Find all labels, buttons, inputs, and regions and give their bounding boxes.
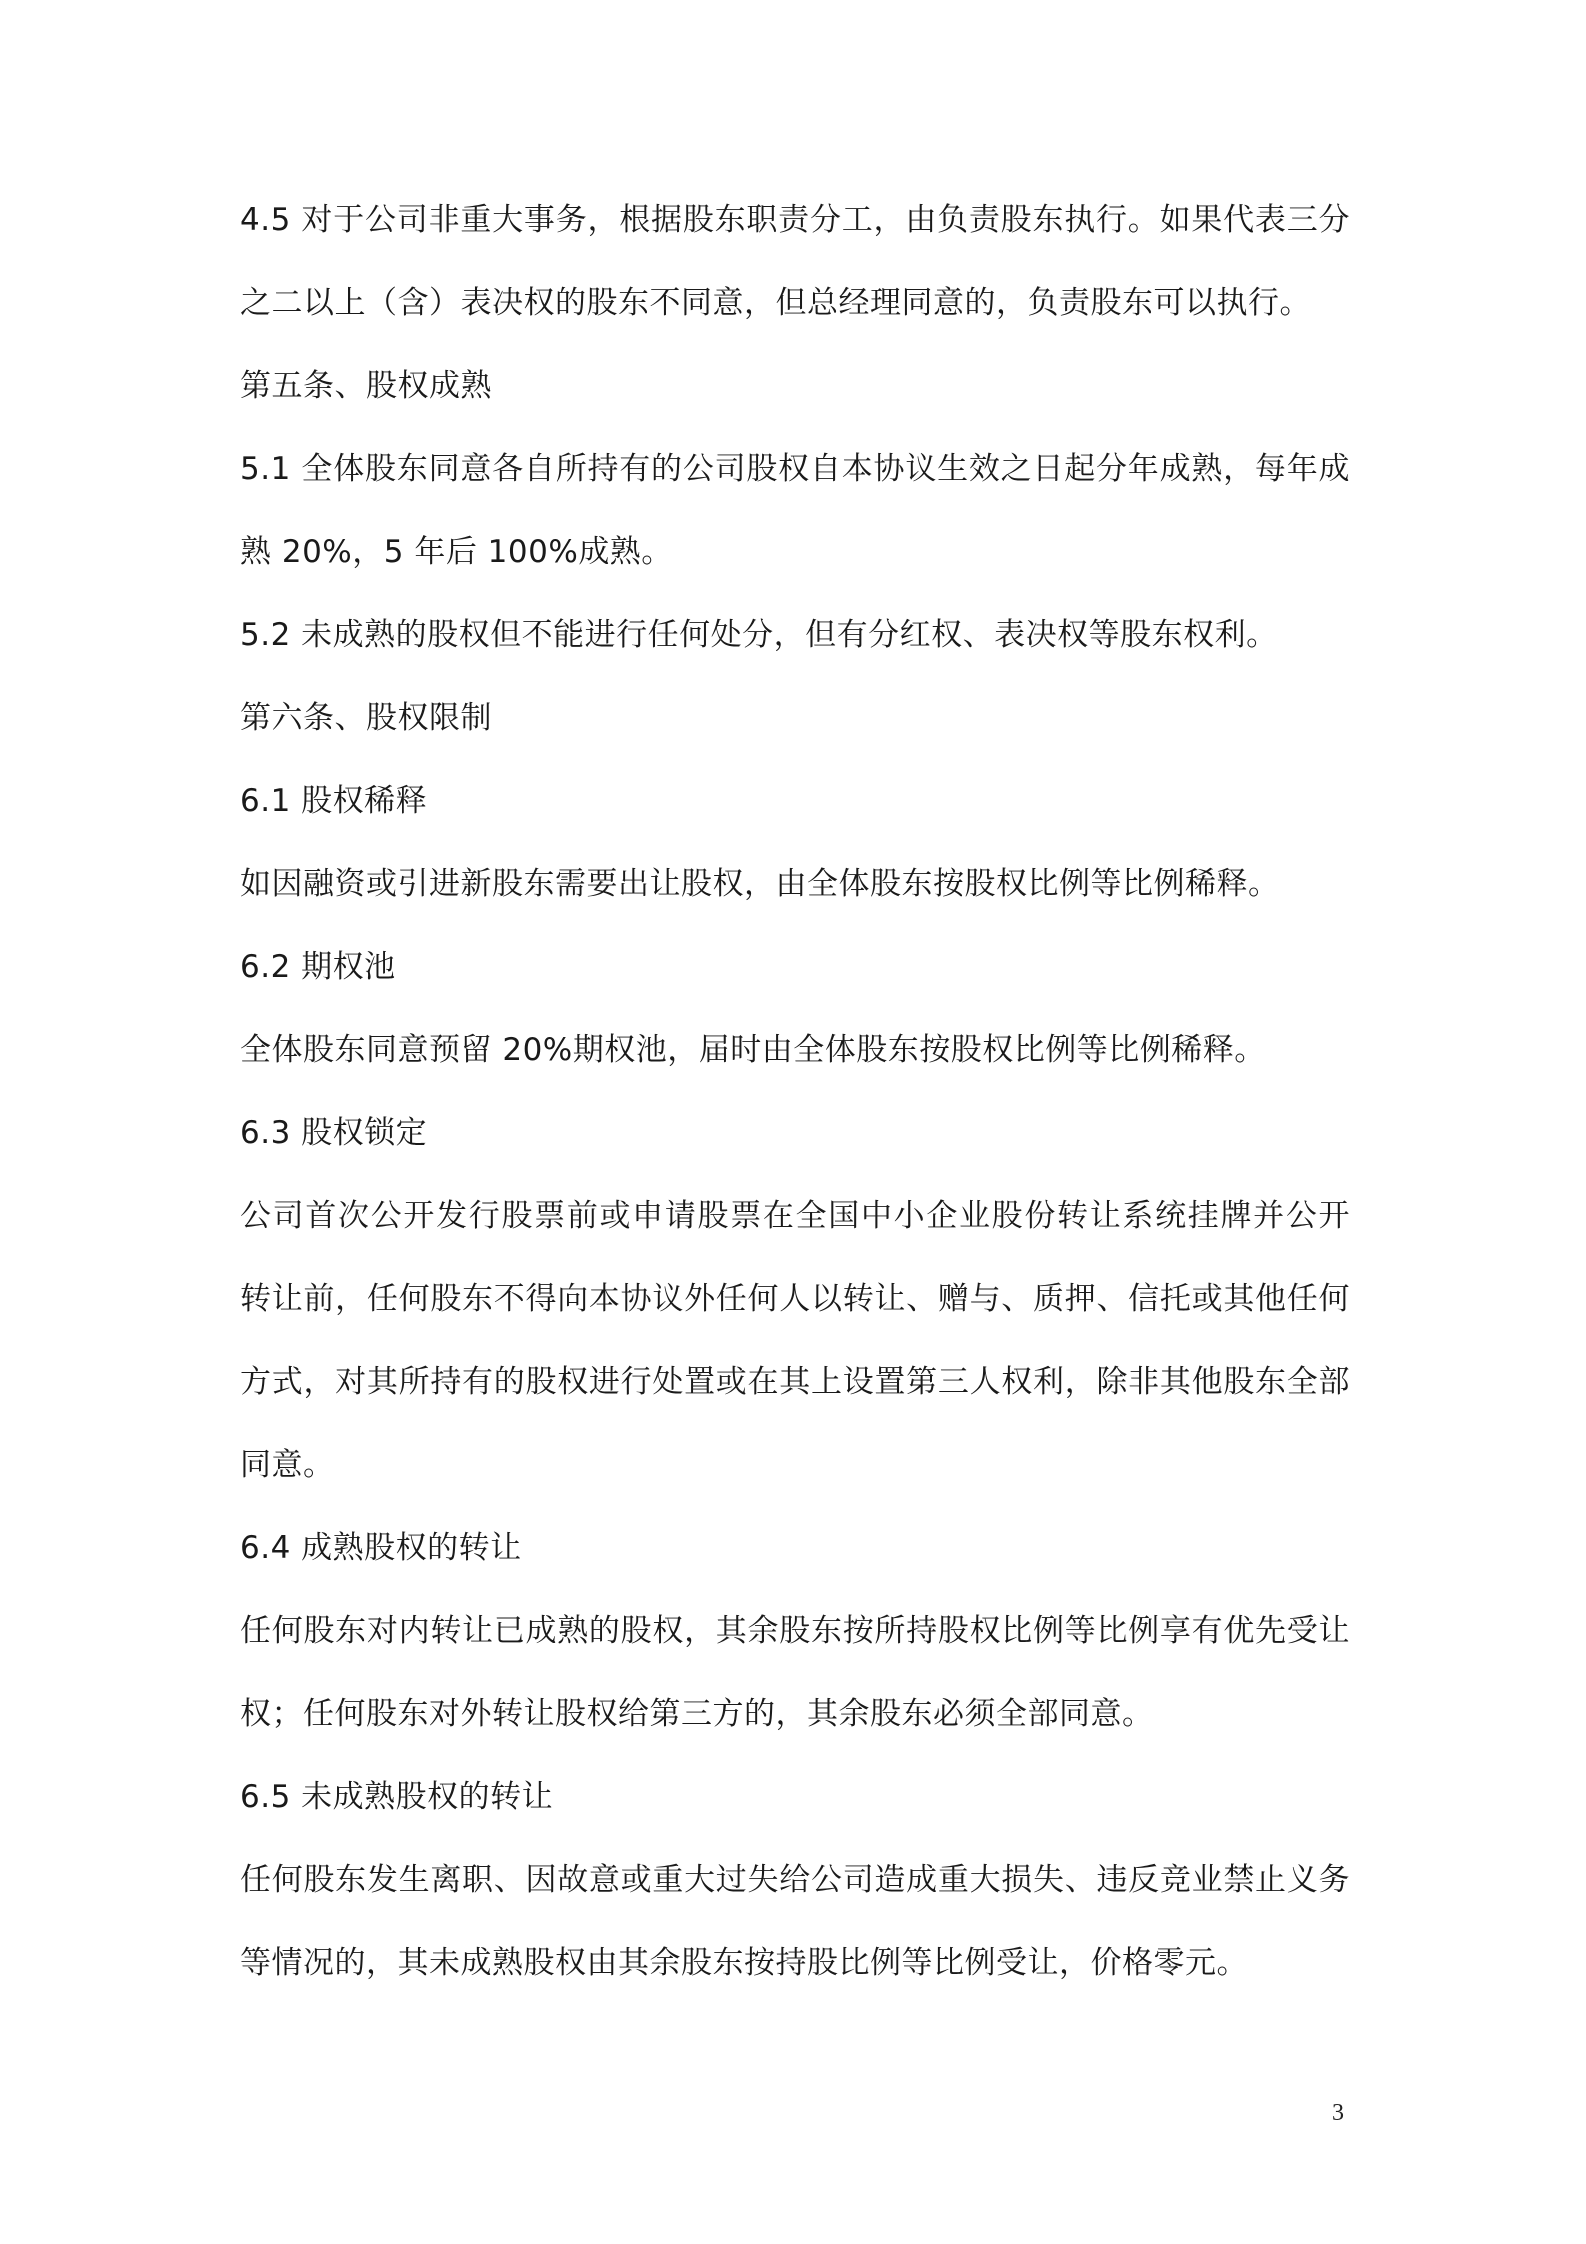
page-number: 3 (1332, 2100, 1344, 2126)
section-heading: 第五条、股权成熟 (240, 368, 492, 404)
paragraph-line: 之二以上（含）表决权的股东不同意，但总经理同意的，负责股东可以执行。 (240, 285, 1311, 321)
paragraph-line: 如因融资或引进新股东需要出让股权，由全体股东按股权比例等比例稀释。 (240, 866, 1280, 902)
paragraph-line: 任何股东对内转让已成熟的股权，其余股东按所持股权比例等比例享有优先受让 (240, 1613, 1350, 1649)
paragraph-line: 方式，对其所持有的股权进行处置或在其上设置第三人权利，除非其他股东全部 (240, 1364, 1350, 1400)
section-heading: 第六条、股权限制 (240, 700, 492, 736)
subsection-heading: 6.5 未成熟股权的转让 (240, 1779, 554, 1815)
paragraph-line: 同意。 (240, 1447, 335, 1483)
document-body (240, 200, 1350, 2026)
paragraph-line: 5.1 全体股东同意各自所持有的公司股权自本协议生效之日起分年成熟，每年成 (240, 451, 1350, 487)
paragraph-line: 等情况的，其未成熟股权由其余股东按持股比例等比例受让，价格零元。 (240, 1945, 1248, 1981)
paragraph-line: 公司首次公开发行股票前或申请股票在全国中小企业股份转让系统挂牌并公开 (240, 1198, 1350, 1234)
paragraph-line: 4.5 对于公司非重大事务，根据股东职责分工，由负责股东执行。如果代表三分 (240, 202, 1350, 238)
paragraph-line: 熟 20%，5 年后 100%成熟。 (240, 534, 673, 570)
paragraph-line: 全体股东同意预留 20%期权池，届时由全体股东按股权比例等比例稀释。 (240, 1032, 1266, 1068)
subsection-heading: 6.2 期权池 (240, 949, 396, 985)
paragraph-line: 任何股东发生离职、因故意或重大过失给公司造成重大损失、违反竞业禁止义务 (240, 1862, 1350, 1898)
subsection-heading: 6.4 成熟股权的转让 (240, 1530, 522, 1566)
paragraph-line: 5.2 未成熟的股权但不能进行任何处分，但有分红权、表决权等股东权利。 (240, 617, 1278, 653)
paragraph-line: 转让前，任何股东不得向本协议外任何人以转让、赠与、质押、信托或其他任何 (240, 1281, 1350, 1317)
paragraph-line: 权；任何股东对外转让股权给第三方的，其余股东必须全部同意。 (240, 1696, 1154, 1732)
subsection-heading: 6.1 股权稀释 (240, 783, 428, 819)
subsection-heading: 6.3 股权锁定 (240, 1115, 428, 1151)
